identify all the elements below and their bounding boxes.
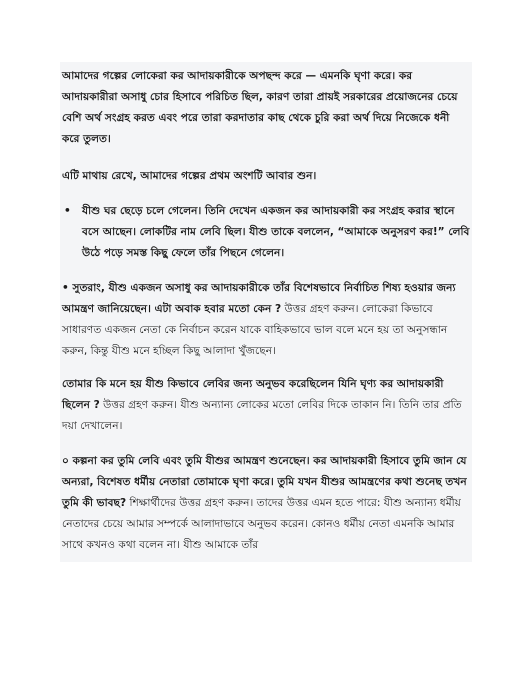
paragraph-invitation-question: [62, 278, 470, 362]
story-bullet-list: [62, 201, 470, 264]
question-text: • সুতরাং, যীশু একজন অসাধু কর আদায়কারীকে তাঁর বিশেষভাবে নির্বাচিত শিষ্য হওয়ার জন্য আমন্ত্রণ জানিয়েছেন। এটা অবাক হবার মতো কেন ?: [62, 282, 456, 315]
paragraph-tax-collectors: আমাদের গল্পের লোকেরা কর আদায়কারীকে অপছন্দ করে — এমনকি ঘৃণা করে। কর আদায়কারীরা অসাধু চোর হিসাবে পরিচিত ছিল, কারণ তারা প্রায়ই সরকারের প্রয়োজনের চেয়ে বেশি অর্থ সংগ্রহ করত এবং পরে তারা করদাতার কাছ থেকে চুরি করা অর্থ দিয়ে নিজেকে ধনী করে তুলত।: [62, 70, 458, 145]
document-body: [60, 62, 472, 562]
answer-guidance-text: উত্তর গ্রহণ করুন। যীশু অন্যান্য লোকের মতো লেবির দিকে তাকান নি। তিনি তার প্রতি দয়া দেখালেন।: [62, 399, 462, 432]
bullet-text: যীশু ঘর ছেড়ে চলে গেলেন। তিনি দেখেন একজন কর আদায়কারী কর সংগ্রহ করার স্থানে বসে আছেন। লোকটির নাম লেবি ছিল। যীশু তাকে বললেন, “আমাকে অনুসরণ কর!” লেবি উঠে পড়ে সমস্ত কিছু ফেলে তাঁর পিছনে গেলেন।: [82, 205, 470, 259]
answer-guidance-text: শিক্ষার্থীদের উত্তর গ্রহণ করুন। তাদের উত্তর এমন হতে পারে: যীশু অন্যান্য ধর্মীয় নেতাদের চেয়ে আমার সম্পর্কে আলাদাভাবে অনুভব করেন। কোনও ধর্মীয় নেতা এমনকি আমার সাথে কখনও কথা বলেন না। যীশু আমাকে তাঁর: [62, 497, 461, 551]
paragraph-jesus-feelings: [62, 374, 470, 437]
paragraph-listen-again: এটি মাথায় রেখে, আমাদের গল্পের প্রথম অংশটি আবার শুন।: [62, 170, 317, 182]
question-text: তোমার কি মনে হয় যীশু কিভাবে লেবির জন্য অনুভব করেছিলেন যিনি ঘৃণ্য কর আদায়কারী ছিলেন ?: [62, 378, 444, 411]
paragraph-imagine-levi: [62, 451, 470, 556]
question-text: ০ কল্পনা কর তুমি লেবি এবং তুমি যীশুর আমন্ত্রণ শুনেছেন। কর আদায়কারী হিসাবে তুমি জান যে অন্যরা, বিশেষত ধর্মীয় নেতারা তোমাকে ঘৃণা করে। তুমি যখন যীশুর আমন্ত্রণের কথা শুনেছ তখন তুমি কী ভাবছ?: [62, 455, 467, 509]
answer-guidance-text: উত্তর গ্রহণ করুন। লোকেরা কিভাবে সাধারণত একজন নেতা কে নির্বাচন করেন যাকে বাহিকভাবে ভাল বলে মনে হয় তা অনুসন্ধান করুন, কিন্তু যীশু মনে হচ্ছিল কিছু আলাদা খুঁজছেন।: [62, 303, 448, 357]
list-item: [62, 201, 470, 264]
bullet-icon: •: [64, 205, 71, 217]
